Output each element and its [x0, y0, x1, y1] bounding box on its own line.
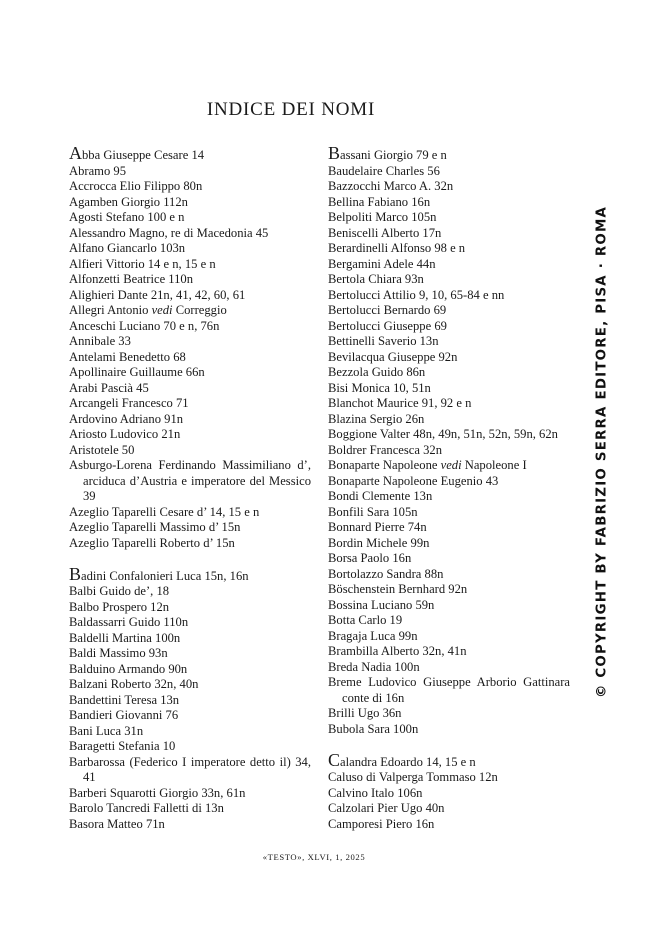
index-entry: Bortolazzo Sandra 88n	[328, 566, 444, 581]
index-column-right	[328, 143, 570, 832]
index-entry: Ariosto Ludovico 21n	[69, 427, 181, 441]
index-entry: Baldelli Martina 100n	[69, 630, 181, 645]
index-entry: Barbarossa (Federico I imperatore detto il) 34, 41	[69, 754, 311, 784]
section-gap	[69, 551, 311, 567]
index-entry: Apollinaire Guillaume 66n	[69, 365, 205, 379]
index-entry: Caluso di Valperga Tommaso 12n	[328, 770, 498, 784]
index-column-left	[69, 143, 311, 832]
index-entry: Balzani Roberto 32n, 40n	[69, 677, 199, 691]
index-entry: Bettinelli Saverio 13n	[328, 334, 439, 348]
index-entry: Agamben Giorgio 112n	[69, 194, 188, 209]
index-entry: Calandra Edoardo 14, 15 e n	[328, 749, 476, 770]
index-entry: Barberi Squarotti Giorgio 33n, 61n	[69, 785, 246, 800]
index-entry: Anceschi Luciano 70 e n, 76n	[69, 318, 220, 333]
page-title: INDICE DEI NOMI	[206, 99, 376, 120]
index-entry: Baragetti Stefania 10	[69, 739, 176, 753]
index-entry: Belpoliti Marco 105n	[328, 210, 437, 224]
index-entry: Bassani Giorgio 79 e n	[328, 143, 447, 163]
index-entry: Boggione Valter 48n, 49n, 51n, 52n, 59n, 62n	[328, 427, 558, 441]
index-entry: Bordin Michele 99n	[328, 535, 430, 550]
index-entry: Basora Matteo 71n	[69, 816, 165, 831]
index-entry: Beniscelli Alberto 17n	[328, 225, 442, 240]
index-entry: Boldrer Francesca 32n	[328, 442, 443, 457]
index-entry: Azeglio Taparelli Massimo d’ 15n	[69, 520, 241, 534]
index-entry: Alessandro Magno, re di Macedonia 45	[69, 225, 269, 240]
index-entry: Annibale 33	[69, 334, 131, 348]
index-entry: Antelami Benedetto 68	[69, 349, 186, 364]
index-entry: Bubola Sara 100n	[328, 721, 419, 736]
index-entry: Bertola Chiara 93n	[328, 272, 424, 286]
index-entry: Bertolucci Attilio 9, 10, 65-84 e nn	[328, 287, 505, 302]
journal-footer: «TESTO», XLVI, 1, 2025	[262, 852, 366, 862]
index-entry: Blanchot Maurice 91, 92 e n	[328, 396, 472, 410]
index-entry: Bazzocchi Marco A. 32n	[328, 179, 454, 193]
index-entry: Accrocca Elio Filippo 80n	[69, 179, 203, 193]
index-entry: Aristotele 50	[69, 442, 135, 457]
index-entry: Bezzola Guido 86n	[328, 365, 426, 379]
index-entry: Botta Carlo 19	[328, 613, 403, 627]
index-entry: Bergamini Adele 44n	[328, 256, 436, 271]
index-entry: Bevilacqua Giuseppe 92n	[328, 349, 458, 364]
section-gap	[328, 737, 570, 753]
index-entry: Berardinelli Alfonso 98 e n	[328, 241, 466, 255]
index-entry: Breda Nadia 100n	[328, 659, 420, 674]
index-entry: Bertolucci Giuseppe 69	[328, 318, 447, 333]
index-entry: Azeglio Taparelli Cesare d’ 14, 15 e n	[69, 504, 260, 519]
index-entry: Arcangeli Francesco 71	[69, 396, 189, 410]
copyright-notice	[592, 205, 612, 699]
index-entry: Ardovino Adriano 91n	[69, 411, 184, 426]
index-entry: Alfonzetti Beatrice 110n	[69, 272, 194, 286]
index-entry: Bragaja Luca 99n	[328, 628, 418, 643]
index-entry: Abba Giuseppe Cesare 14	[69, 143, 205, 163]
index-entry: Bonnard Pierre 74n	[328, 520, 427, 534]
index-entry: Balbo Prospero 12n	[69, 599, 170, 614]
index-entry: Blazina Sergio 26n	[328, 411, 425, 426]
index-entry: Brilli Ugo 36n	[328, 706, 402, 720]
index-entry: Agosti Stefano 100 e n	[69, 210, 185, 224]
index-entry: Alighieri Dante 21n, 41, 42, 60, 61	[69, 287, 246, 302]
index-entry: Bertolucci Bernardo 69	[328, 303, 447, 317]
index-entry: Badini Confalonieri Luca 15n, 16n	[69, 563, 249, 584]
index-entry: Barolo Tancredi Falletti di 13n	[69, 801, 224, 815]
index-entry: Bonfili Sara 105n	[328, 504, 418, 519]
index-entry: Calzolari Pier Ugo 40n	[328, 801, 445, 815]
index-entry: Borsa Paolo 16n	[328, 551, 412, 565]
index-entry: Bandieri Giovanni 76	[69, 708, 179, 722]
index-entry: Bisi Monica 10, 51n	[328, 380, 431, 395]
index-entry: Allegri Antonio vedi Correggio	[69, 303, 227, 317]
index-entry: Bonaparte Napoleone vedi Napoleone I	[328, 458, 527, 472]
index-entry: Arabi Pascià 45	[69, 380, 149, 395]
index-entry: Bellina Fabiano 16n	[328, 194, 431, 209]
index-entry: Alfano Giancarlo 103n	[69, 241, 186, 255]
index-entry: Abramo 95	[69, 163, 127, 178]
index-entry: Azeglio Taparelli Roberto d’ 15n	[69, 535, 235, 550]
index-entry: Baldi Massimo 93n	[69, 646, 168, 660]
index-entry: Breme Ludovico Giuseppe Arborio Gattinara conte di 16n	[328, 675, 570, 705]
index-entry: Bondi Clemente 13n	[328, 489, 433, 503]
index-entry: Böschenstein Bernhard 92n	[328, 582, 468, 596]
index-entry: Calvino Italo 106n	[328, 785, 423, 800]
index-entry: Bonaparte Napoleone Eugenio 43	[328, 473, 499, 488]
index-entry: Alfieri Vittorio 14 e n, 15 e n	[69, 256, 216, 271]
index-entry: Baldassarri Guido 110n	[69, 615, 189, 629]
index-entry: Asburgo-Lorena Ferdinando Massimiliano d’, arciduca d’Austria e imperatore del Messico 39	[69, 458, 311, 503]
index-entry: Brambilla Alberto 32n, 41n	[328, 644, 467, 658]
index-entry: Baudelaire Charles 56	[328, 163, 440, 178]
index-entry: Balduino Armando 90n	[69, 661, 188, 676]
index-entry: Bani Luca 31n	[69, 723, 144, 738]
copyright-text: © COPYRIGHT BY FABRIZIO SERRA EDITORE, PISA · ROMA	[594, 205, 610, 699]
index-entry: Bandettini Teresa 13n	[69, 692, 180, 707]
index-entry: Bossina Luciano 59n	[328, 597, 435, 612]
index-entry: Camporesi Piero 16n	[328, 816, 435, 831]
index-entry: Balbi Guido de’, 18	[69, 584, 170, 598]
